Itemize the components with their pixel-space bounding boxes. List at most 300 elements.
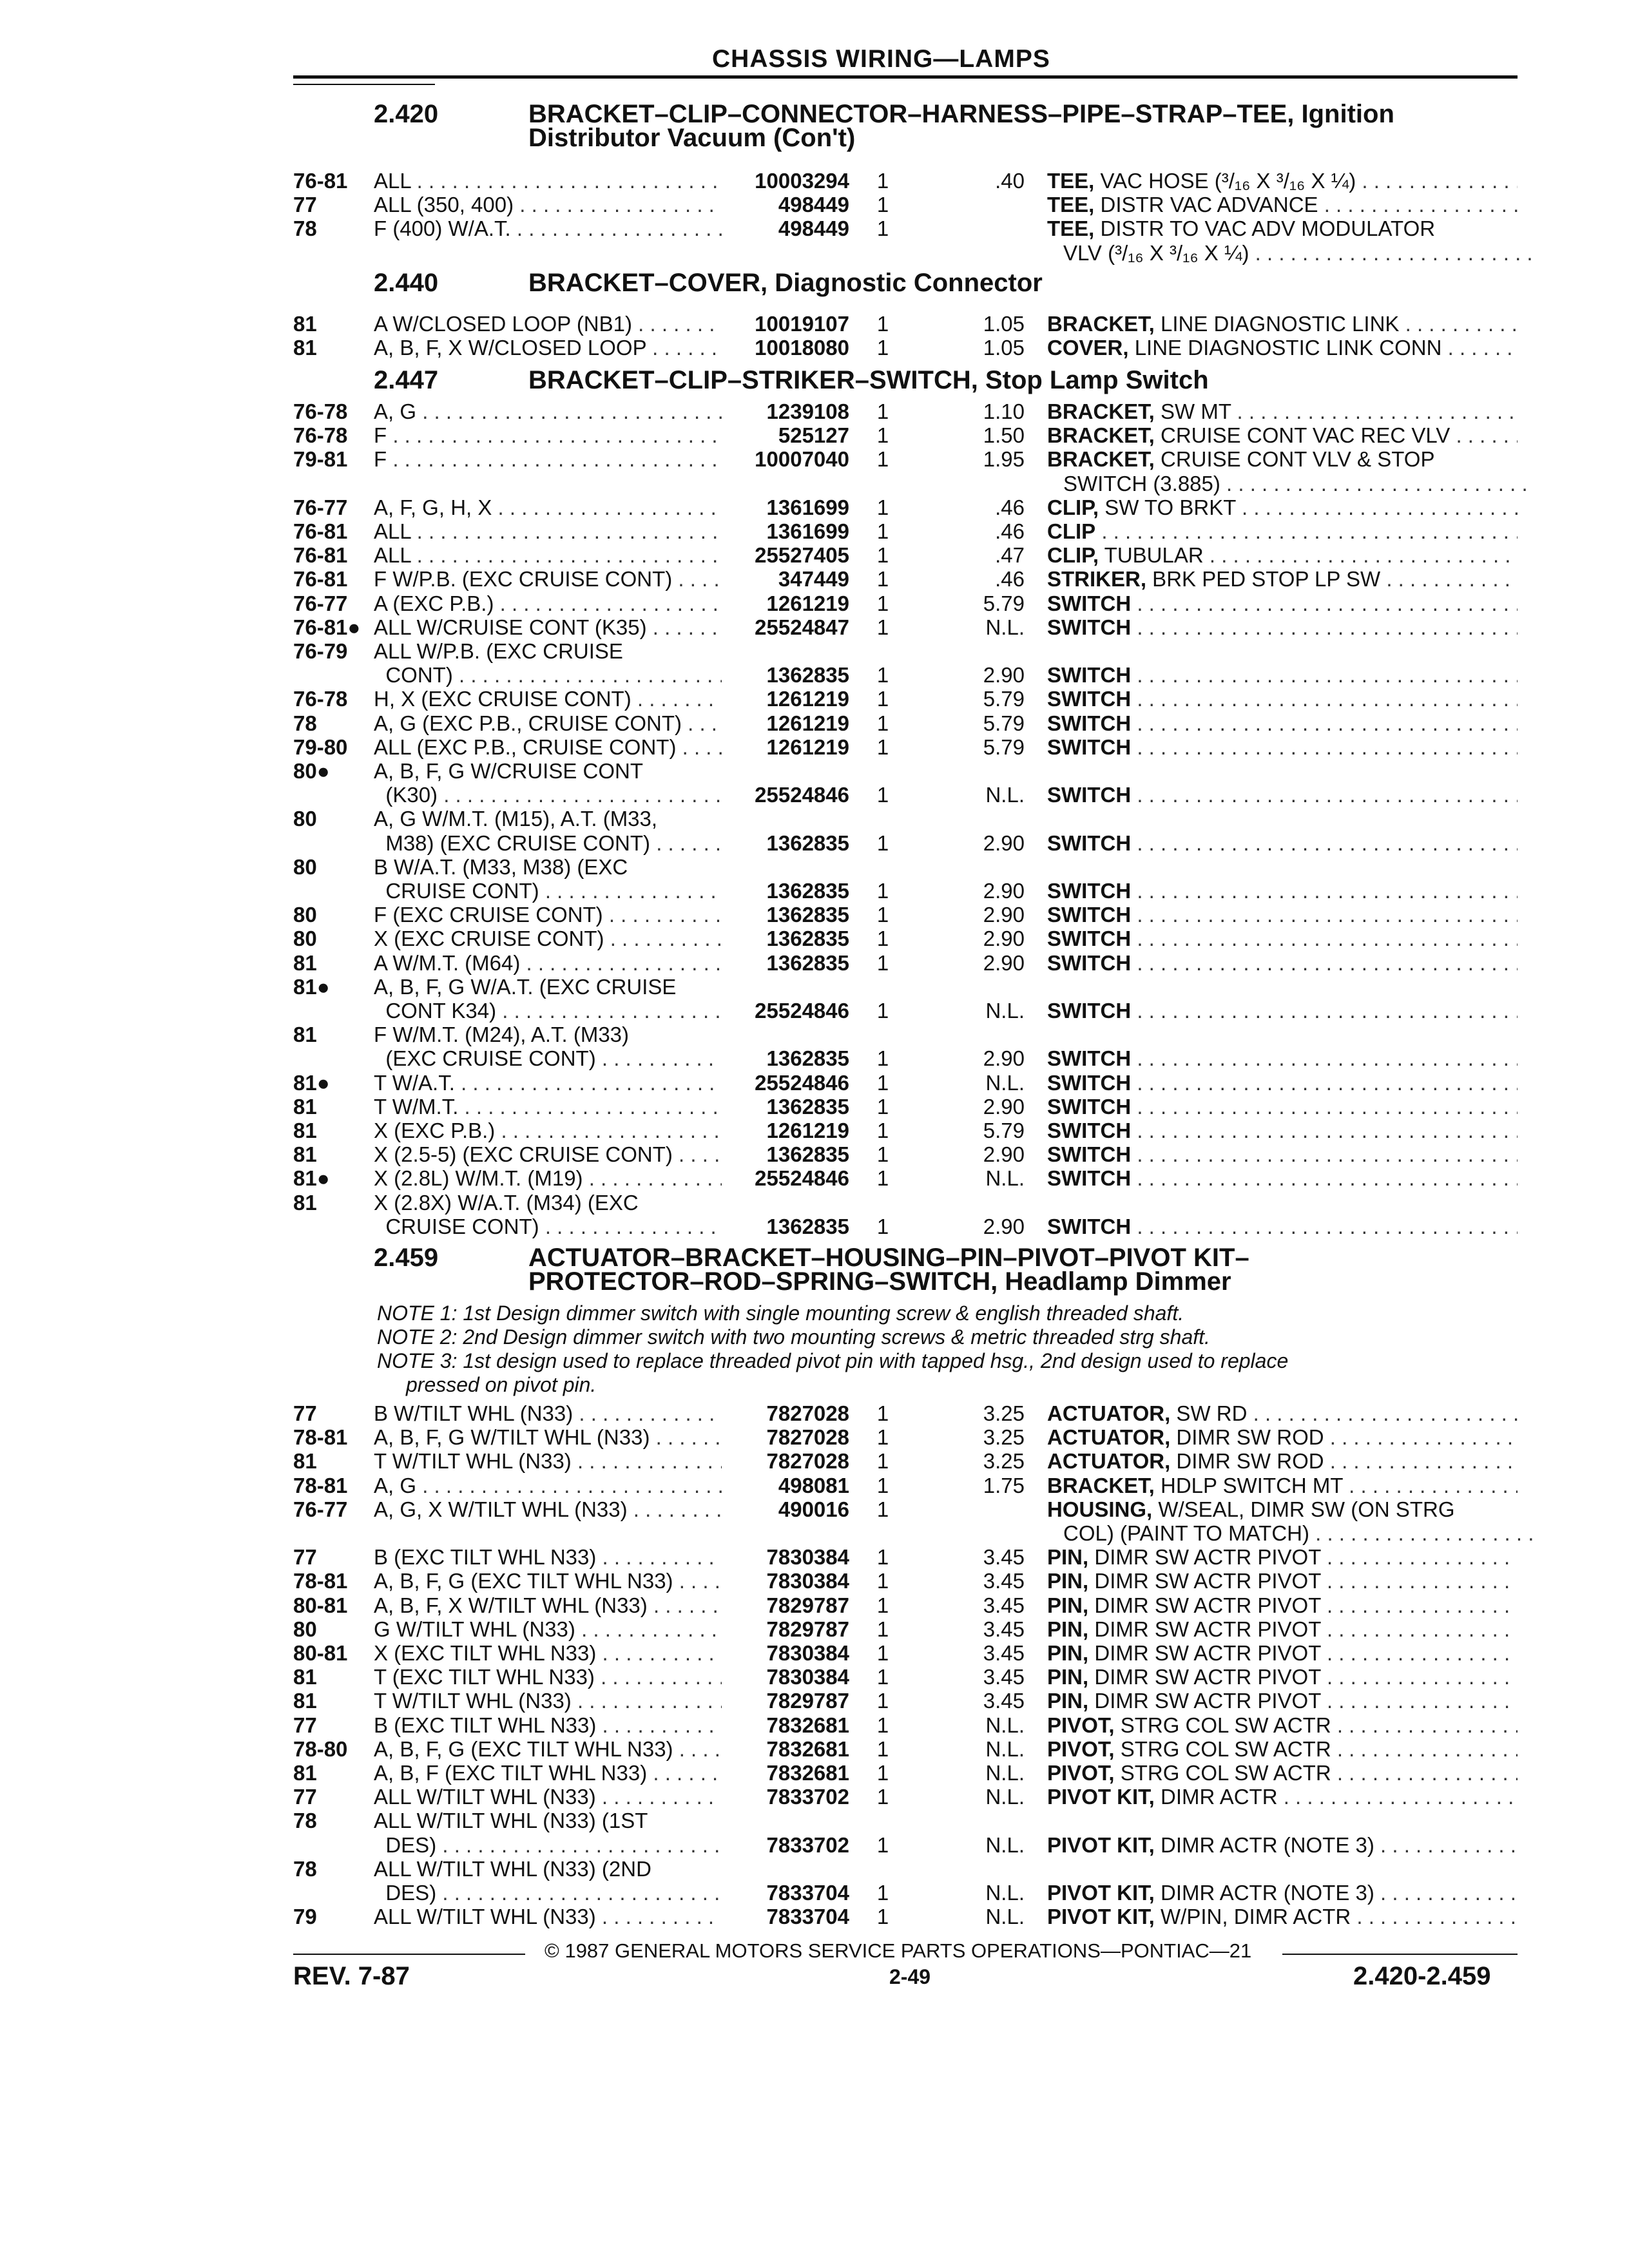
application: A, G . . . bbox=[374, 1474, 722, 1498]
application: DES) . . . bbox=[374, 1833, 722, 1858]
part-number: 1361699 bbox=[766, 495, 849, 519]
part-detail: VAC HOSE (³/₁₆ X ³/₁₆ X ¼) bbox=[1094, 169, 1356, 193]
model-year: 76-77 bbox=[293, 1497, 348, 1521]
footer-section-range: 2.420-2.459 bbox=[1353, 1962, 1491, 1990]
price: 1.05 bbox=[983, 336, 1025, 360]
part-number: 7827028 bbox=[766, 1449, 849, 1474]
part-description bbox=[1047, 1761, 1518, 1785]
part-detail: COL) (PAINT TO MATCH) bbox=[1063, 1521, 1309, 1545]
quantity: 1 bbox=[876, 1401, 889, 1425]
table-row bbox=[0, 1071, 1629, 1095]
part-description bbox=[1063, 241, 1534, 265]
quantity: 1 bbox=[876, 927, 889, 951]
table-row bbox=[0, 399, 1629, 424]
application: A, B, F, G W/CRUISE CONT bbox=[374, 759, 644, 783]
application: ALL . . . bbox=[374, 519, 722, 544]
part-number: 1362835 bbox=[766, 1142, 849, 1167]
part-name: BRACKET, bbox=[1047, 423, 1155, 448]
table-row bbox=[0, 1095, 1629, 1119]
model-year: 80 bbox=[293, 854, 317, 879]
table-row bbox=[0, 1497, 1629, 1522]
part-name: PIN, bbox=[1047, 1545, 1089, 1570]
part-description bbox=[1047, 591, 1518, 616]
part-number: 7829787 bbox=[766, 1689, 849, 1713]
section-note: NOTE 1: 1st Design dimmer switch with single mounting screw & english threaded shaft. bbox=[377, 1302, 1184, 1325]
model-year: 80 bbox=[293, 927, 317, 951]
application: T W/TILT WHL (N33) . . . bbox=[374, 1449, 722, 1474]
price: 1.05 bbox=[983, 312, 1025, 336]
application: B (EXC TILT WHL N33) . . . bbox=[374, 1713, 722, 1738]
part-description bbox=[1047, 783, 1518, 807]
price: N.L. bbox=[985, 1713, 1025, 1737]
model-year: 77 bbox=[293, 1785, 317, 1809]
section-number: 2.447 bbox=[374, 366, 439, 394]
table-row bbox=[0, 951, 1629, 975]
model-year: 77 bbox=[293, 1713, 317, 1737]
quantity: 1 bbox=[876, 903, 889, 927]
part-name: PIN, bbox=[1047, 1689, 1089, 1713]
price: 5.79 bbox=[983, 591, 1025, 615]
table-row bbox=[0, 193, 1629, 217]
model-year: 77 bbox=[293, 193, 317, 217]
part-number: 1261219 bbox=[766, 687, 849, 711]
table-row bbox=[0, 495, 1629, 520]
model-year: 80 bbox=[293, 903, 317, 927]
quantity: 1 bbox=[876, 1593, 889, 1617]
table-row bbox=[0, 543, 1629, 568]
price: 1.95 bbox=[983, 447, 1025, 472]
table-row bbox=[0, 759, 1629, 783]
table-row bbox=[0, 1713, 1629, 1738]
price: 3.25 bbox=[983, 1449, 1025, 1474]
quantity: 1 bbox=[876, 1070, 889, 1095]
table-row bbox=[0, 711, 1629, 736]
application: ALL . . . bbox=[374, 169, 722, 193]
application: ALL W/TILT WHL (N33) . . . bbox=[374, 1905, 722, 1929]
table-row bbox=[0, 447, 1629, 472]
price: .40 bbox=[995, 169, 1025, 193]
application: A, F, G, H, X . . . bbox=[374, 495, 722, 520]
part-name: SWITCH bbox=[1047, 1119, 1132, 1142]
table-row bbox=[0, 687, 1629, 711]
application: A W/CLOSED LOOP (NB1) . . . bbox=[374, 312, 722, 336]
part-number: 7832681 bbox=[766, 1713, 849, 1737]
part-number: 7827028 bbox=[766, 1425, 849, 1450]
part-description bbox=[1047, 1545, 1518, 1570]
quantity: 1 bbox=[876, 1497, 889, 1521]
part-name: SWITCH bbox=[1047, 591, 1132, 615]
part-name: SWITCH bbox=[1047, 831, 1132, 855]
part-detail: DISTR TO VAC ADV MODULATOR bbox=[1094, 216, 1436, 241]
model-year: 78 bbox=[293, 1856, 317, 1881]
quantity: 1 bbox=[876, 519, 889, 543]
model-year: 80 bbox=[293, 1617, 317, 1641]
part-detail: SW MT bbox=[1154, 399, 1231, 423]
part-description bbox=[1047, 1689, 1518, 1713]
model-year: 81● bbox=[293, 1166, 330, 1191]
part-number: 7833704 bbox=[766, 1881, 849, 1905]
quantity: 1 bbox=[876, 687, 889, 711]
application: A, B, F, X W/TILT WHL (N33) . . . bbox=[374, 1593, 722, 1618]
part-description bbox=[1047, 1881, 1518, 1905]
part-number: 7832681 bbox=[766, 1736, 849, 1761]
application: CONT K34) . . . bbox=[374, 999, 722, 1023]
part-description bbox=[1047, 1046, 1518, 1071]
table-row bbox=[0, 1449, 1629, 1474]
table-row bbox=[0, 1833, 1629, 1858]
part-number: 1362835 bbox=[766, 879, 849, 903]
part-detail: DIMR SW ACTR PIVOT bbox=[1088, 1641, 1321, 1665]
price: 2.90 bbox=[983, 831, 1025, 855]
table-row bbox=[0, 879, 1629, 903]
part-detail: CRUISE CONT VAC REC VLV bbox=[1154, 423, 1451, 448]
part-description bbox=[1047, 336, 1518, 360]
part-number: 498449 bbox=[778, 193, 849, 217]
quantity: 1 bbox=[876, 399, 889, 423]
footer-rule-right bbox=[1282, 1954, 1518, 1955]
table-row bbox=[0, 1737, 1629, 1762]
part-name: SWITCH bbox=[1047, 615, 1132, 639]
price: 2.90 bbox=[983, 1046, 1025, 1071]
application: B W/TILT WHL (N33) . . . bbox=[374, 1401, 722, 1426]
price: 2.90 bbox=[983, 903, 1025, 927]
model-year: 76-81 bbox=[293, 169, 348, 193]
model-year: 81 bbox=[293, 1689, 317, 1713]
model-year: 81 bbox=[293, 950, 317, 975]
part-description bbox=[1047, 999, 1518, 1023]
part-name: SWITCH bbox=[1047, 1070, 1132, 1095]
quantity: 1 bbox=[876, 1094, 889, 1119]
application: M38) (EXC CRUISE CONT) . . . bbox=[374, 831, 722, 856]
table-row bbox=[0, 735, 1629, 760]
table-row bbox=[0, 1785, 1629, 1809]
price: 3.25 bbox=[983, 1401, 1025, 1425]
price: 3.45 bbox=[983, 1641, 1025, 1665]
part-description bbox=[1047, 663, 1518, 687]
part-detail: DIMR SW ROD bbox=[1170, 1425, 1324, 1450]
part-detail: W/SEAL, DIMR SW (ON STRG bbox=[1152, 1497, 1455, 1521]
table-row bbox=[0, 423, 1629, 448]
price: 5.79 bbox=[983, 711, 1025, 735]
part-detail: DIMR SW ACTR PIVOT bbox=[1088, 1617, 1321, 1641]
part-name: CLIP bbox=[1047, 519, 1096, 543]
section-note: NOTE 2: 2nd Design dimmer switch with two mounting screws & metric threaded strg shaft. bbox=[377, 1325, 1210, 1349]
application: A, B, F, G (EXC TILT WHL N33) . . . bbox=[374, 1569, 722, 1593]
part-number: 10007040 bbox=[755, 447, 849, 472]
part-description bbox=[1047, 447, 1518, 472]
part-name: TEE, bbox=[1047, 193, 1095, 217]
part-number: 7830384 bbox=[766, 1641, 849, 1665]
price: .47 bbox=[995, 543, 1025, 568]
table-row bbox=[0, 663, 1629, 687]
part-description bbox=[1047, 519, 1518, 544]
price: .46 bbox=[995, 495, 1025, 519]
footer-copyright: © 1987 GENERAL MOTORS SERVICE PARTS OPERATIONS—PONTIAC—21 bbox=[545, 1939, 1252, 1962]
part-number: 1261219 bbox=[766, 591, 849, 615]
part-number: 1261219 bbox=[766, 711, 849, 735]
price: 3.45 bbox=[983, 1593, 1025, 1617]
part-detail: DIMR ACTR (NOTE 3) bbox=[1154, 1832, 1374, 1857]
part-detail: LINE DIAGNOSTIC LINK bbox=[1154, 312, 1400, 336]
application: T W/M.T. . . . bbox=[374, 1095, 722, 1119]
part-name: HOUSING, bbox=[1047, 1497, 1153, 1521]
part-name: ACTUATOR, bbox=[1047, 1425, 1171, 1450]
table-row bbox=[0, 1857, 1629, 1881]
table-row bbox=[0, 336, 1629, 360]
part-number: 7832681 bbox=[766, 1761, 849, 1785]
model-year: 78 bbox=[293, 711, 317, 735]
part-detail: DIMR ACTR (NOTE 3) bbox=[1154, 1881, 1374, 1905]
header-rule bbox=[293, 75, 1518, 79]
part-description bbox=[1047, 735, 1518, 760]
part-number: 1261219 bbox=[766, 1119, 849, 1142]
part-name: SWITCH bbox=[1047, 927, 1132, 951]
part-name: TEE, bbox=[1047, 216, 1095, 241]
part-detail: DIMR SW ROD bbox=[1170, 1449, 1324, 1474]
model-year: 78-81 bbox=[293, 1425, 348, 1450]
part-name: PIVOT, bbox=[1047, 1736, 1115, 1761]
table-row bbox=[0, 1046, 1629, 1071]
part-number: 347449 bbox=[778, 567, 849, 591]
part-name: BRACKET, bbox=[1047, 1473, 1155, 1497]
application: G W/TILT WHL (N33) . . . bbox=[374, 1617, 722, 1642]
part-detail: STRG COL SW ACTR bbox=[1114, 1713, 1331, 1737]
quantity: 1 bbox=[876, 1689, 889, 1713]
model-year: 77 bbox=[293, 1401, 317, 1425]
model-year: 80-81 bbox=[293, 1641, 348, 1665]
part-name: SWITCH bbox=[1047, 1094, 1132, 1119]
section-note: NOTE 3: 1st design used to replace threaded pivot pin with tapped hsg., 2nd design used to replace bbox=[377, 1349, 1289, 1372]
model-year: 80 bbox=[293, 807, 317, 831]
table-row bbox=[0, 1142, 1629, 1167]
part-name: SWITCH bbox=[1047, 879, 1132, 903]
quantity: 1 bbox=[876, 711, 889, 735]
table-row bbox=[0, 1425, 1629, 1450]
part-name: BRACKET, bbox=[1047, 399, 1155, 423]
part-description bbox=[1047, 831, 1518, 856]
part-description bbox=[1047, 1833, 1518, 1858]
part-name: ACTUATOR, bbox=[1047, 1449, 1171, 1474]
application: ALL W/P.B. (EXC CRUISE bbox=[374, 639, 623, 663]
quantity: 1 bbox=[876, 567, 889, 591]
price: N.L. bbox=[985, 783, 1025, 807]
quantity: 1 bbox=[876, 543, 889, 568]
table-row bbox=[0, 903, 1629, 927]
part-name: PIN, bbox=[1047, 1569, 1089, 1593]
part-number: 25524846 bbox=[755, 999, 849, 1023]
price: 2.90 bbox=[983, 950, 1025, 975]
table-row bbox=[0, 567, 1629, 591]
price: 1.50 bbox=[983, 423, 1025, 448]
quantity: 1 bbox=[876, 1166, 889, 1191]
table-row bbox=[0, 1881, 1629, 1905]
model-year: 76-81● bbox=[293, 615, 361, 639]
page-header-title: CHASSIS WIRING—LAMPS bbox=[712, 45, 1050, 73]
part-number: 7833702 bbox=[766, 1785, 849, 1809]
model-year: 76-78 bbox=[293, 423, 348, 448]
application: X (2.5-5) (EXC CRUISE CONT) . . . bbox=[374, 1142, 722, 1167]
part-description bbox=[1047, 1215, 1518, 1239]
application: ALL W/TILT WHL (N33) (1ST bbox=[374, 1809, 648, 1833]
table-row bbox=[0, 519, 1629, 544]
part-description bbox=[1047, 567, 1518, 591]
part-number: 7833702 bbox=[766, 1832, 849, 1857]
part-name: SWITCH bbox=[1047, 735, 1132, 759]
price: N.L. bbox=[985, 1785, 1025, 1809]
price: 5.79 bbox=[983, 687, 1025, 711]
part-description bbox=[1047, 399, 1518, 424]
part-number: 1362835 bbox=[766, 903, 849, 927]
part-detail: DIMR SW ACTR PIVOT bbox=[1088, 1665, 1321, 1689]
table-row bbox=[0, 241, 1629, 265]
part-name: CLIP, bbox=[1047, 543, 1099, 568]
part-detail: HDLP SWITCH MT bbox=[1154, 1473, 1343, 1497]
model-year: 81 bbox=[293, 1142, 317, 1167]
part-description bbox=[1047, 1713, 1518, 1738]
quantity: 1 bbox=[876, 999, 889, 1023]
table-row bbox=[0, 1401, 1629, 1426]
part-detail: STRG COL SW ACTR bbox=[1114, 1736, 1331, 1761]
part-number: 1362835 bbox=[766, 927, 849, 951]
part-description bbox=[1047, 1497, 1518, 1522]
part-number: 498081 bbox=[778, 1473, 849, 1497]
model-year: 78 bbox=[293, 216, 317, 241]
application: A, G W/M.T. (M15), A.T. (M33, bbox=[374, 807, 658, 831]
section-subtitle: PROTECTOR–ROD–SPRING–SWITCH, Headlamp Dimmer bbox=[528, 1267, 1231, 1296]
part-description bbox=[1047, 1569, 1518, 1593]
part-description bbox=[1047, 1401, 1518, 1426]
part-number: 7830384 bbox=[766, 1545, 849, 1570]
price: N.L. bbox=[985, 999, 1025, 1023]
part-description bbox=[1063, 472, 1534, 496]
price: 2.90 bbox=[983, 1142, 1025, 1167]
part-detail: DISTR VAC ADVANCE bbox=[1094, 193, 1318, 217]
quantity: 1 bbox=[876, 169, 889, 193]
model-year: 81 bbox=[293, 1190, 317, 1215]
part-number: 1362835 bbox=[766, 663, 849, 687]
part-description bbox=[1047, 927, 1518, 951]
quantity: 1 bbox=[876, 615, 889, 639]
part-detail: VLV (³/₁₆ X ³/₁₆ X ¼) bbox=[1063, 240, 1249, 265]
table-row bbox=[0, 639, 1629, 664]
application: X (2.8L) W/M.T. (M19) . . . bbox=[374, 1166, 722, 1191]
table-row bbox=[0, 1617, 1629, 1642]
quantity: 1 bbox=[876, 879, 889, 903]
part-name: TEE, bbox=[1047, 169, 1095, 193]
model-year: 79 bbox=[293, 1905, 317, 1929]
table-row bbox=[0, 783, 1629, 807]
price: 1.10 bbox=[983, 399, 1025, 423]
part-number: 1261219 bbox=[766, 735, 849, 759]
quantity: 1 bbox=[876, 1832, 889, 1857]
part-name: CLIP, bbox=[1047, 495, 1099, 519]
part-name: PIN, bbox=[1047, 1641, 1089, 1665]
part-name: STRIKER, bbox=[1047, 567, 1147, 591]
model-year: 80-81 bbox=[293, 1593, 348, 1617]
part-name: SWITCH bbox=[1047, 711, 1132, 735]
part-number: 25524846 bbox=[755, 783, 849, 807]
part-detail: TUBULAR bbox=[1099, 543, 1204, 568]
price: 3.45 bbox=[983, 1665, 1025, 1689]
model-year: 81 bbox=[293, 1665, 317, 1689]
section-title: BRACKET–COVER, Diagnostic Connector bbox=[528, 269, 1043, 297]
table-row bbox=[0, 1665, 1629, 1689]
part-detail: DIMR SW ACTR PIVOT bbox=[1088, 1689, 1321, 1713]
part-description bbox=[1047, 615, 1518, 640]
part-description bbox=[1047, 1166, 1518, 1191]
price: 2.90 bbox=[983, 1214, 1025, 1238]
part-number: 7830384 bbox=[766, 1665, 849, 1689]
application: X (EXC P.B.) . . . bbox=[374, 1119, 722, 1143]
part-number: 490016 bbox=[778, 1497, 849, 1521]
footer-rule-left bbox=[293, 1954, 525, 1955]
table-row bbox=[0, 1689, 1629, 1713]
application: F W/P.B. (EXC CRUISE CONT) . . . bbox=[374, 567, 722, 591]
part-description bbox=[1047, 495, 1518, 520]
quantity: 1 bbox=[876, 1545, 889, 1570]
part-detail: STRG COL SW ACTR bbox=[1114, 1761, 1331, 1785]
application: ALL (350, 400) . . . bbox=[374, 193, 722, 217]
part-number: 1362835 bbox=[766, 950, 849, 975]
quantity: 1 bbox=[876, 663, 889, 687]
part-number: 1362835 bbox=[766, 831, 849, 855]
application: A, G (EXC P.B., CRUISE CONT) . . . bbox=[374, 711, 722, 736]
part-detail: DIMR SW ACTR PIVOT bbox=[1088, 1545, 1321, 1570]
quantity: 1 bbox=[876, 1473, 889, 1497]
price: 3.45 bbox=[983, 1545, 1025, 1570]
application: A (EXC P.B.) . . . bbox=[374, 591, 722, 616]
application: F (400) W/A.T. . . . bbox=[374, 216, 722, 241]
part-description bbox=[1047, 1071, 1518, 1095]
part-name: PIN, bbox=[1047, 1665, 1089, 1689]
part-description bbox=[1047, 1142, 1518, 1167]
price: 3.45 bbox=[983, 1689, 1025, 1713]
part-detail: SWITCH (3.885) bbox=[1063, 471, 1220, 495]
model-year: 76-77 bbox=[293, 591, 348, 615]
price: 5.79 bbox=[983, 1119, 1025, 1142]
quantity: 1 bbox=[876, 1785, 889, 1809]
price: N.L. bbox=[985, 1070, 1025, 1095]
application: CRUISE CONT) . . . bbox=[374, 879, 722, 903]
part-detail: SW TO BRKT bbox=[1099, 495, 1236, 519]
table-row bbox=[0, 1119, 1629, 1143]
part-detail: W/PIN, DIMR ACTR bbox=[1154, 1905, 1351, 1929]
quantity: 1 bbox=[876, 591, 889, 615]
part-description bbox=[1047, 312, 1518, 336]
table-row bbox=[0, 1474, 1629, 1498]
quantity: 1 bbox=[876, 495, 889, 519]
part-name: PIN, bbox=[1047, 1593, 1089, 1617]
part-number: 7833704 bbox=[766, 1905, 849, 1929]
application: (K30) . . . bbox=[374, 783, 722, 807]
quantity: 1 bbox=[876, 1665, 889, 1689]
application: T W/A.T. . . . bbox=[374, 1071, 722, 1095]
price: N.L. bbox=[985, 1736, 1025, 1761]
application: T (EXC TILT WHL N33) . . . bbox=[374, 1665, 722, 1689]
application: A, G . . . bbox=[374, 399, 722, 424]
part-name: COVER, bbox=[1047, 336, 1129, 360]
application: H, X (EXC CRUISE CONT) . . . bbox=[374, 687, 722, 711]
table-row bbox=[0, 1593, 1629, 1618]
part-description bbox=[1047, 951, 1518, 975]
price: 2.90 bbox=[983, 1094, 1025, 1119]
part-name: PIVOT, bbox=[1047, 1761, 1115, 1785]
application: CONT) . . . bbox=[374, 663, 722, 687]
part-description bbox=[1047, 1119, 1518, 1143]
table-row bbox=[0, 472, 1629, 496]
model-year: 76-77 bbox=[293, 495, 348, 519]
table-row bbox=[0, 807, 1629, 831]
